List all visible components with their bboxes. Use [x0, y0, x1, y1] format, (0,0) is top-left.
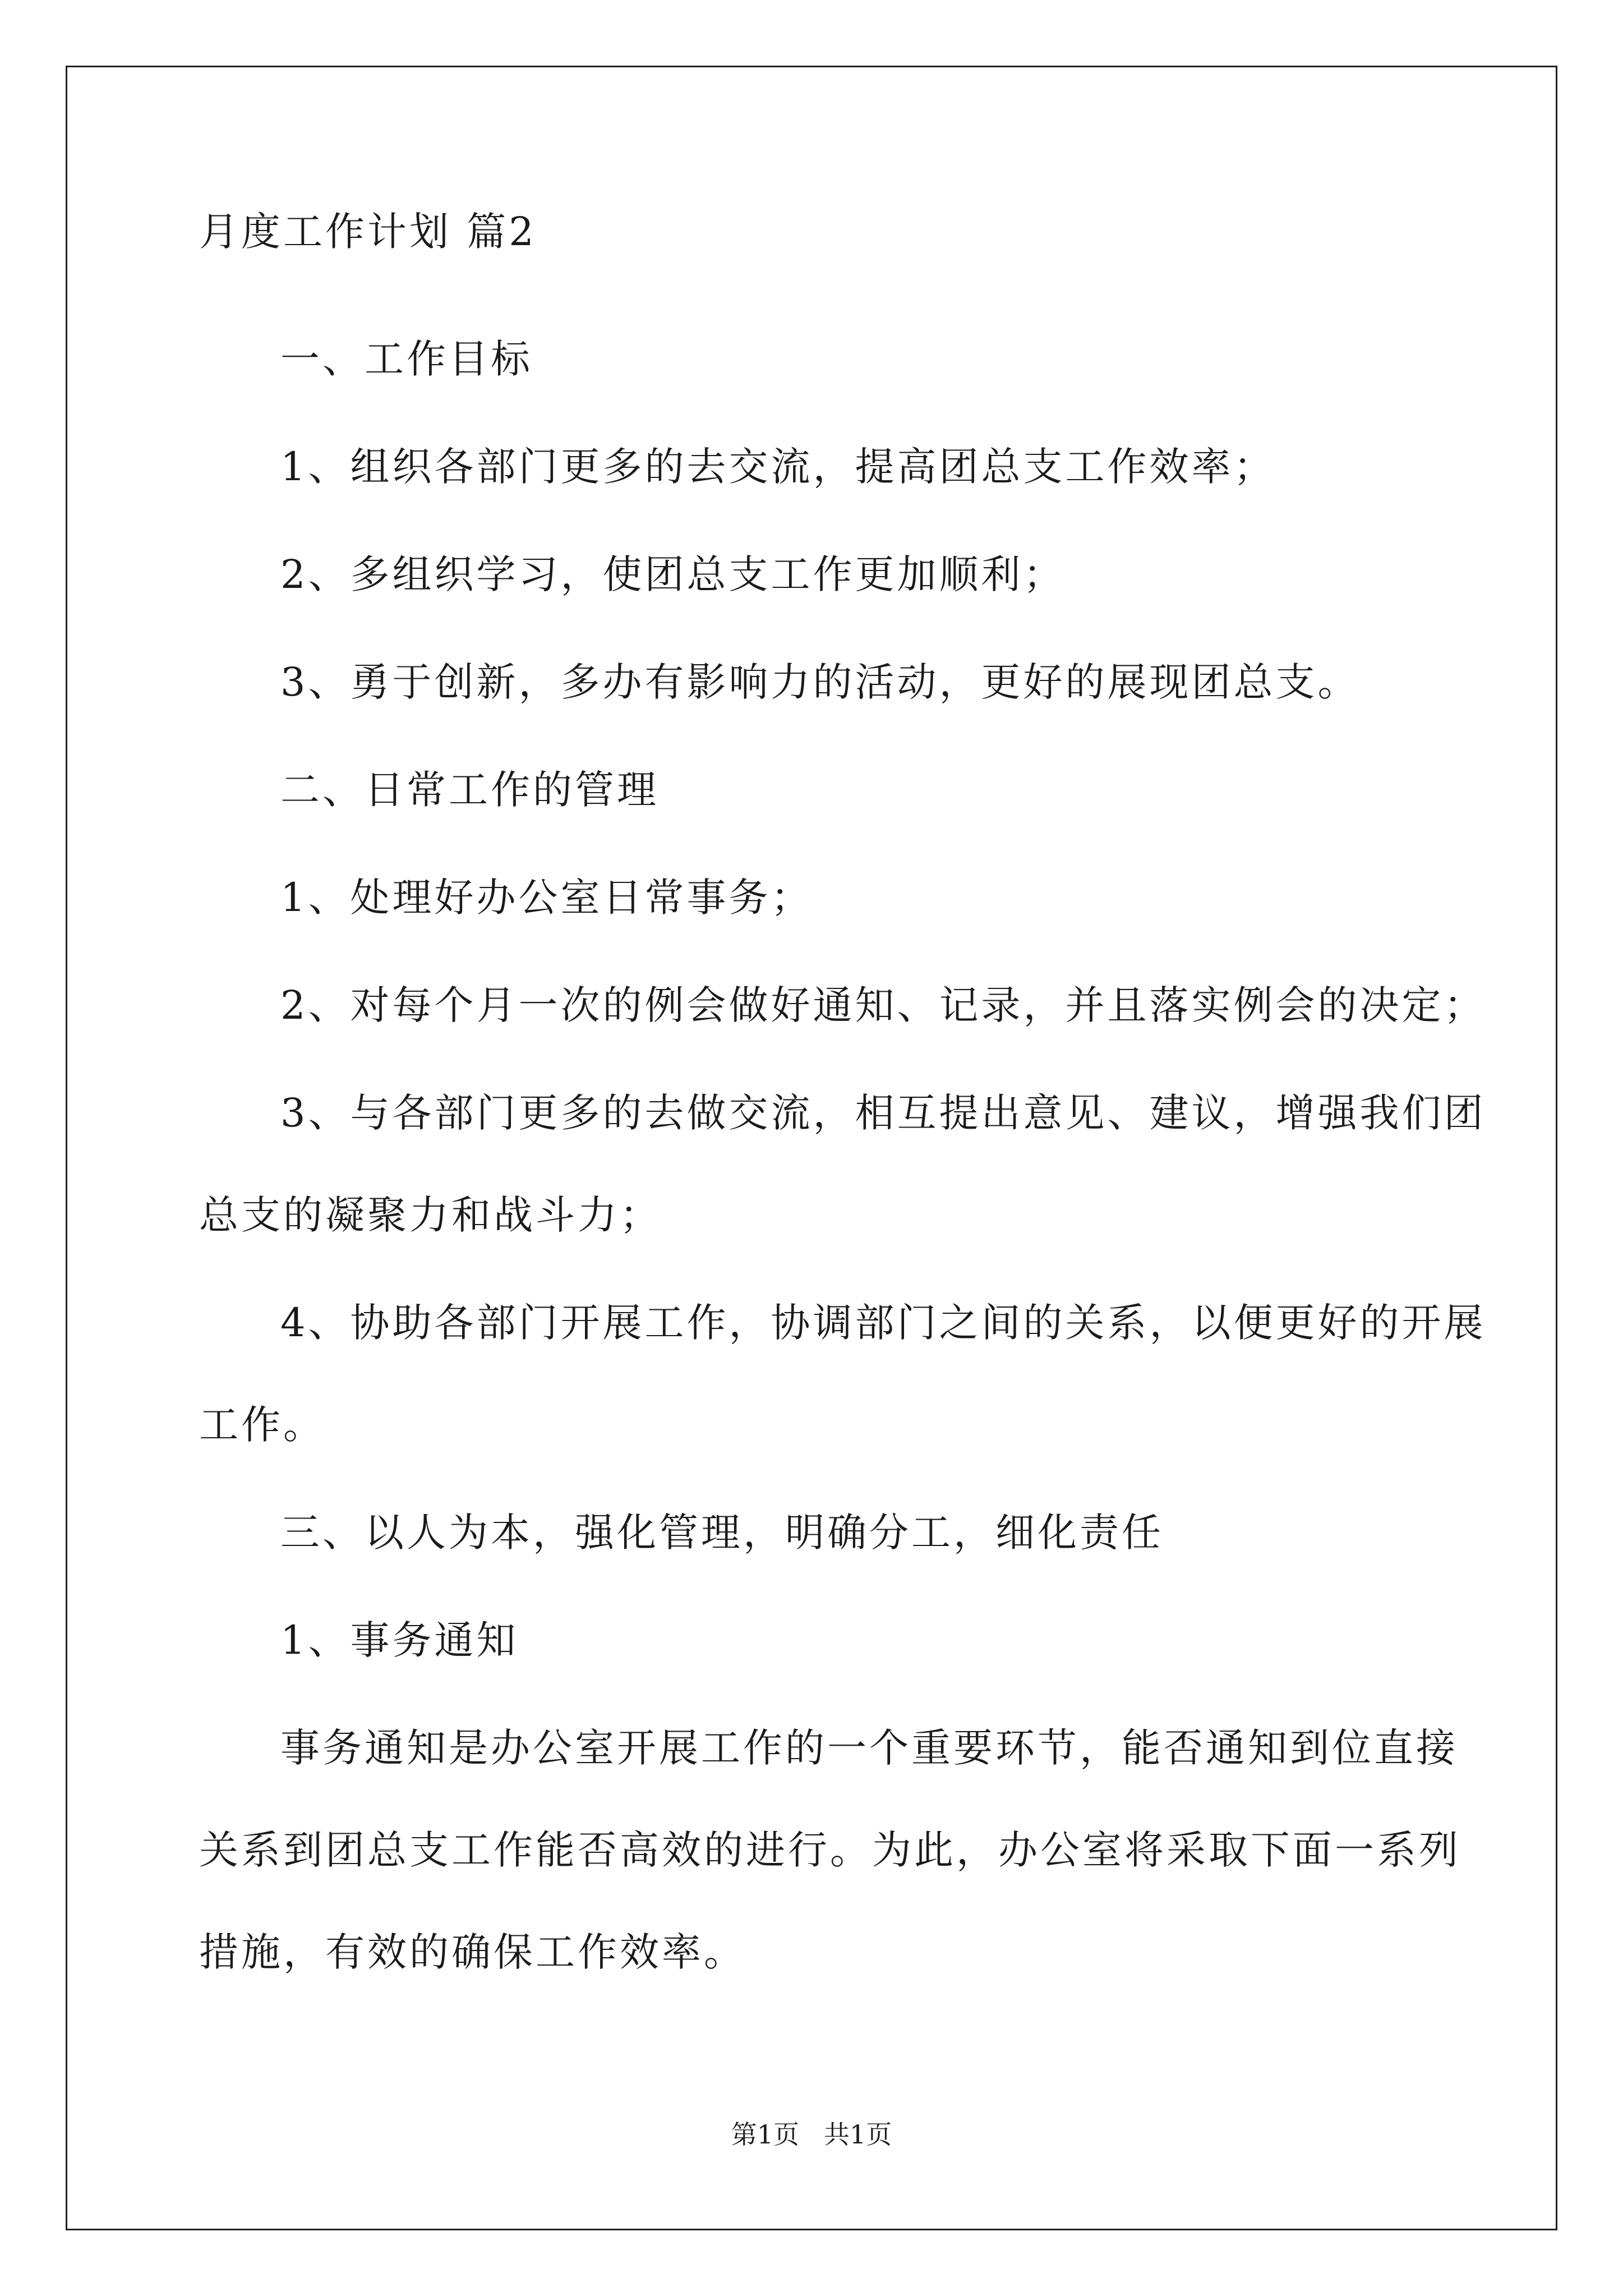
paragraph-line: 3、勇于创新，多办有影响力的活动，更好的展现团总支。 [280, 659, 1360, 705]
paragraph-line: 4、协助各部门开展工作，协调部门之间的关系，以便更好的开展 [280, 1300, 1486, 1346]
paragraph-line: 1、组织各部门更多的去交流，提高团总支工作效率； [280, 444, 1276, 490]
paragraph-line: 1、处理好办公室日常事务； [280, 875, 813, 921]
document-title: 月度工作计划 篇2 [199, 209, 537, 255]
section-heading-1: 一、工作目标 [280, 336, 533, 382]
paragraph-line: 3、与各部门更多的去做交流，相互提出意见、建议，增强我们团 [280, 1090, 1486, 1136]
section-heading-3: 三、以人为本，强化管理，明确分工，细化责任 [280, 1510, 1164, 1556]
paragraph-line: 措施，有效的确保工作效率。 [199, 1929, 746, 1975]
page-border [66, 66, 1557, 2230]
paragraph-line: 工作。 [199, 1402, 325, 1448]
section-heading-2: 二、日常工作的管理 [280, 767, 659, 813]
paragraph-line: 事务通知是办公室开展工作的一个重要环节，能否通知到位直接 [280, 1725, 1458, 1771]
paragraph-line: 关系到团总支工作能否高效的进行。为此，办公室将采取下面一系列 [199, 1827, 1461, 1873]
page-footer: 第1页 共1页 [731, 2119, 892, 2150]
subsection-heading: 1、事务通知 [280, 1617, 519, 1663]
paragraph-line: 总支的凝聚力和战斗力； [199, 1192, 662, 1238]
paragraph-line: 2、多组织学习，使团总支工作更加顺利； [280, 551, 1066, 597]
paragraph-line: 2、对每个月一次的例会做好通知、记录，并且落实例会的决定； [280, 982, 1486, 1028]
